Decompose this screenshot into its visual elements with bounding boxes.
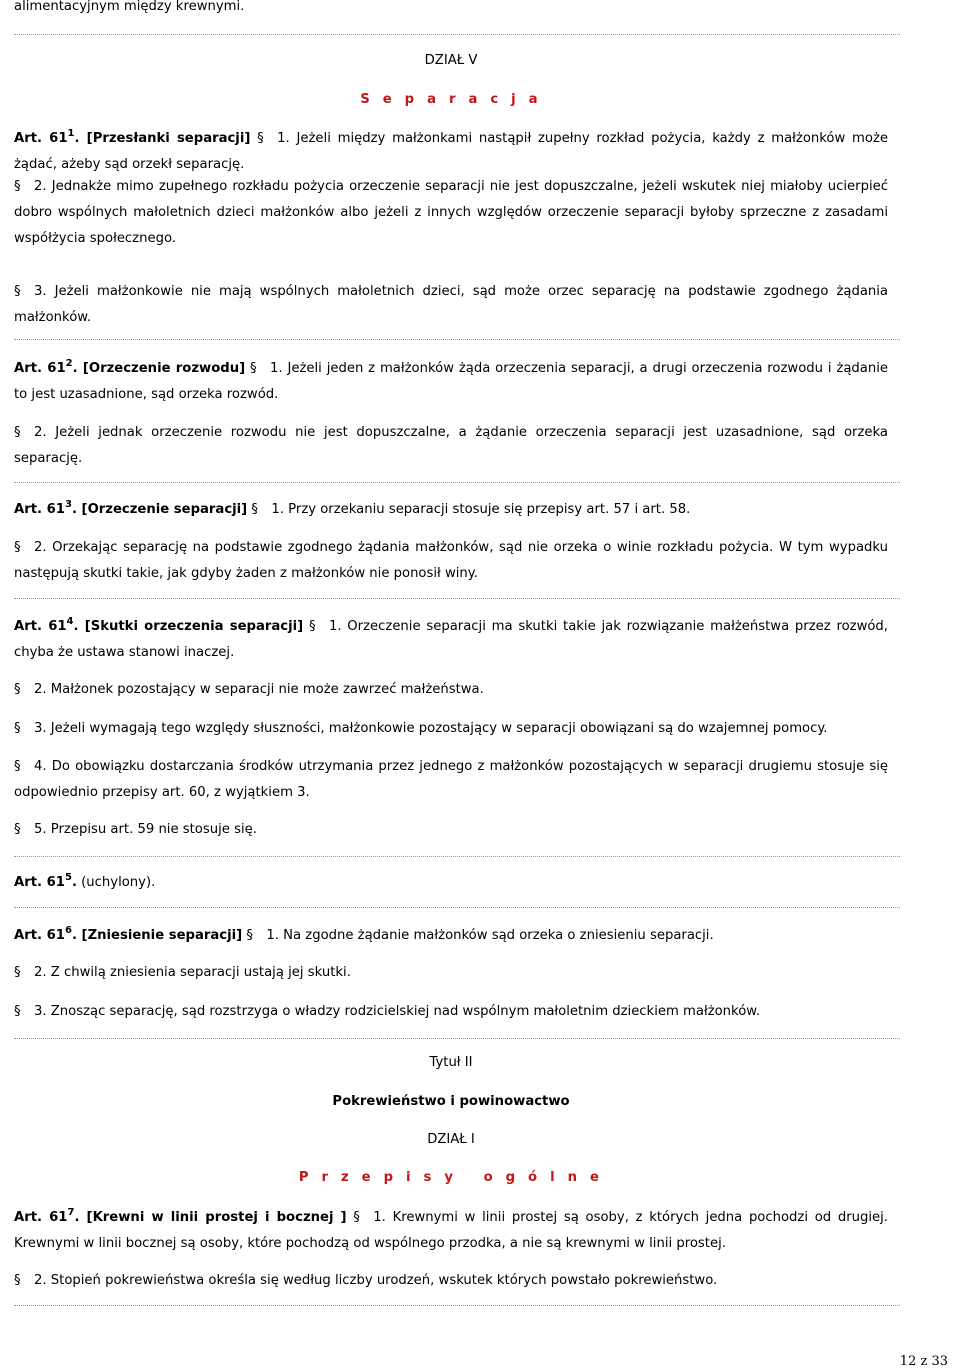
article-superscript: 4 (66, 616, 74, 627)
article-status: (uchylony). (81, 875, 156, 890)
article-heading: . [Przesłanki separacji] (74, 131, 251, 146)
paragraph-text: 1. Jeżeli jeden z małżonków żąda orzeczenia separacji, a drugi orzeczenia rozwodu i żądanie to jest uzasadnione, sąd orzeka rozwód. (14, 361, 888, 402)
paragraph (14, 279, 888, 331)
article-number: Art. 61 (14, 361, 66, 376)
article-number: Art. 61 (14, 1210, 68, 1225)
continuation-text: alimentacyjnym między krewnymi. (14, 0, 245, 14)
divider (14, 1305, 900, 1306)
divider (14, 907, 900, 908)
paragraph (14, 535, 888, 587)
section-label: DZIAŁ I (427, 1132, 475, 1147)
article-61-3 (14, 497, 888, 523)
title-label: Tytuł II (429, 1055, 473, 1070)
paragraph-text: 2. Stopień pokrewieństwa określa się według liczby urodzeń, wskutek których powstało pokrewieństwo. (34, 1273, 718, 1288)
article-heading: . [Skutki orzeczenia separacji] (73, 619, 304, 634)
section-sign: § (14, 682, 21, 697)
section-label: DZIAŁ V (424, 53, 478, 68)
paragraph (14, 1268, 888, 1294)
divider (14, 339, 900, 340)
section-sign: § (257, 131, 264, 146)
article-superscript: 3 (64, 499, 72, 510)
article-number: Art. 61 (14, 131, 68, 146)
section-sign: § (14, 822, 21, 837)
paragraph-text: 1. Krewnymi w linii prostej są osoby, z których jedna pochodzi od drugiej. Krewnymi w linii bocznej są osoby, które pochodzą od wspólnego przodka, a nie są krewnymi w linii prostej. (14, 1210, 888, 1251)
article-number: Art. 61 (14, 875, 65, 890)
article-heading: . [Zniesienie separacji] (71, 928, 243, 943)
article-61-7 (14, 1205, 888, 1257)
section-sign: § (250, 361, 257, 376)
paragraph-text: 2. Jeżeli jednak orzeczenie rozwodu nie jest dopuszczalne, a żądanie orzeczenia separacji jest uzasadnione, sąd orzeka separację. (14, 425, 888, 466)
paragraph-text: 4. Do obowiązku dostarczania środków utrzymania przez jednego z małżonków pozostających w separacji drugiemu stosuje się odpowiednio przepisy art. 60, z wyjątkiem 3. (14, 759, 888, 800)
article-superscript: 6 (64, 925, 72, 936)
paragraph-text: 1. Na zgodne żądanie małżonków sąd orzeka o zniesieniu separacji. (266, 928, 714, 943)
article-heading: . [Orzeczenie separacji] (71, 502, 248, 517)
paragraph (14, 716, 888, 742)
section-sign: § (14, 721, 21, 736)
divider (14, 856, 900, 857)
section-title: P r z e p i s y o g ó l n e (298, 1170, 604, 1185)
paragraph-text: 5. Przepisu art. 59 nie stosuje się. (34, 822, 257, 837)
section-sign: § (251, 502, 258, 517)
page-number: 12 z 33 (899, 1354, 948, 1369)
section-sign: § (14, 965, 21, 980)
article-61-6 (14, 923, 888, 949)
paragraph-text: 2. Jednakże mimo zupełnego rozkładu pożycia orzeczenie separacji nie jest dopuszczalne, jeżeli wskutek niej miałoby ucierpieć dobro wspólnych małoletnich dzieci małżonków albo jeżeli z innych względów orzeczenie separacji byłoby sprzeczne z zasadami współżycia społecznego. (14, 179, 888, 246)
section-sign: § (246, 928, 253, 943)
article-superscript: 1 (67, 128, 75, 139)
article-superscript: 2 (65, 358, 73, 369)
divider (14, 34, 900, 35)
section-sign: § (14, 759, 21, 774)
paragraph-text: 1. Orzeczenie separacji ma skutki takie jak rozwiązanie małżeństwa przez rozwód, chyba że ustawa stanowi inaczej. (14, 619, 888, 660)
paragraph-text: 1. Przy orzekaniu separacji stosuje się przepisy art. 57 i art. 58. (271, 502, 691, 517)
article-number: Art. 61 (14, 619, 67, 634)
article-superscript: 7 (67, 1207, 75, 1218)
section-sign: § (14, 540, 21, 555)
article-number: Art. 61 (14, 502, 65, 517)
article-heading: . [Orzeczenie rozwodu] (72, 361, 246, 376)
paragraph-text: 3. Jeżeli wymagają tego względy słuszności, małżonkowie pozostający w separacji obowiązani są do wzajemnej pomocy. (34, 721, 828, 736)
section-sign: § (14, 425, 21, 440)
paragraph (14, 754, 888, 806)
paragraph-text: 3. Jeżeli małżonkowie nie mają wspólnych małoletnich dzieci, sąd może orzec separację na podstawie zgodnego żądania małżonków. (14, 284, 888, 325)
title-heading: Pokrewieństwo i powinowactwo (332, 1094, 570, 1109)
section-sign: § (14, 1004, 21, 1019)
divider (14, 598, 900, 599)
section-sign: § (308, 619, 316, 634)
article-61-2 (14, 356, 888, 408)
divider (14, 1038, 900, 1039)
section-sign: § (353, 1210, 360, 1225)
article-superscript: 5 (64, 872, 72, 883)
paragraph (14, 960, 888, 986)
paragraph (14, 817, 888, 843)
paragraph-text: 1. Jeżeli między małżonkami nastąpił zupełny rozkład pożycia, każdy z małżonków może żądać, ażeby sąd orzekł separację. (14, 131, 888, 172)
article-61-1 (14, 126, 888, 178)
paragraph (14, 677, 888, 703)
paragraph (14, 999, 888, 1025)
section-sign: § (14, 1273, 21, 1288)
paragraph-text: 2. Z chwilą zniesienia separacji ustają jej skutki. (34, 965, 351, 980)
article-61-5: Art. $61^5$. (uchylony). (14, 872, 156, 890)
article-61-4 (14, 614, 888, 666)
paragraph (14, 420, 888, 472)
article-number: Art. 61 (14, 928, 65, 943)
paragraph-text: 3. Znosząc separację, sąd rozstrzyga o władzy rodzicielskiej nad wspólnym małoletnim dzieckiem małżonków. (34, 1004, 761, 1019)
paragraph-text: 2. Małżonek pozostający w separacji nie może zawrzeć małżeństwa. (34, 682, 484, 697)
divider (14, 482, 900, 483)
paragraph (14, 174, 888, 252)
section-sign: § (14, 284, 21, 299)
article-heading: . [Krewni w linii prostej i bocznej ] (74, 1210, 347, 1225)
section-title: S e p a r a c j a (360, 92, 542, 107)
section-sign: § (14, 179, 21, 194)
paragraph-text: 2. Orzekając separację na podstawie zgodnego żądania małżonków, sąd nie orzeka o winie rozkładu pożycia. W tym wypadku następują skutki takie, jak gdyby żaden z małżonków nie ponosił winy. (14, 540, 888, 581)
